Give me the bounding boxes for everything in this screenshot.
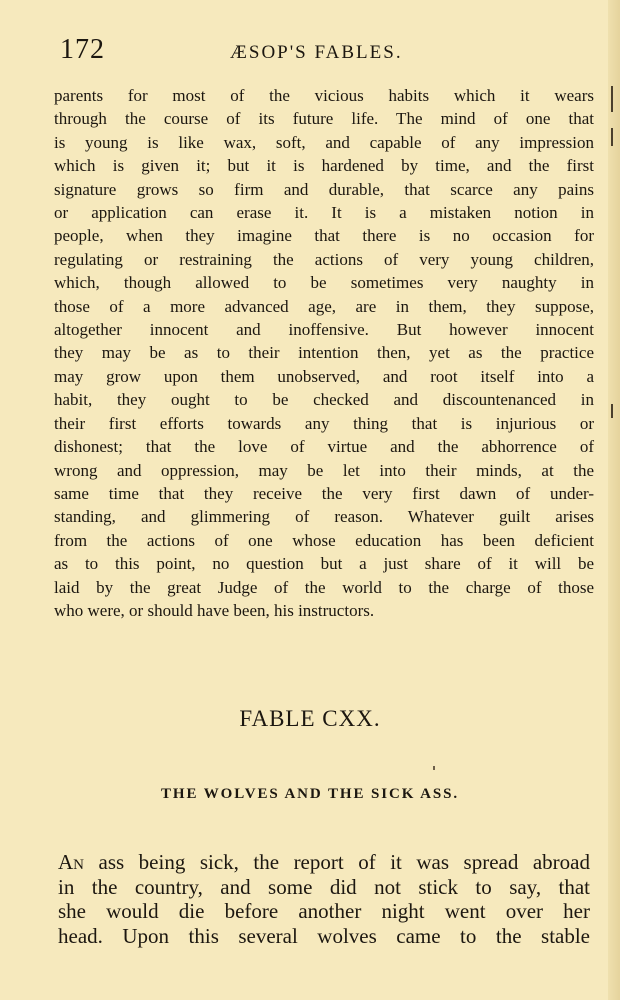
fable-line: in the country, and some did not stick to say, that (58, 874, 590, 899)
paragraph-line: may grow upon them unobserved, and root itself into a (54, 366, 594, 386)
edge-mark (611, 404, 613, 418)
fable-title: FABLE CXX. (239, 706, 381, 731)
paragraph-line: who were, or should have been, his instructors. (54, 600, 375, 620)
paragraph-line: from the actions of one whose education has been deficient (54, 530, 594, 550)
paragraph-line: wrong and oppression, may be let into their minds, at the (54, 460, 594, 480)
edge-mark (611, 128, 613, 146)
paragraph-line: regulating or restraining the actions of very young children, (54, 249, 594, 269)
paragraph-line: or application can erase it. It is a mistaken notion in (54, 203, 594, 223)
fable-text (58, 850, 590, 948)
paragraph-line: as to this point, no question but a just share of it will be (54, 554, 594, 574)
paragraph-line: their first efforts towards any thing that is injurious or (54, 413, 594, 433)
paragraph-line: parents for most of the vicious habits which it wears (54, 86, 594, 105)
paragraph-line: is young is like wax, soft, and capable of any impression (54, 132, 594, 152)
opening-word: An (58, 850, 84, 874)
ink-speck (433, 766, 435, 770)
fable-line: head. Upon this several wolves came to the stable (58, 923, 590, 948)
paragraph-line: signature grows so firm and durable, that scarce any pains (54, 179, 594, 199)
paragraph-line: through the course of its future life. The mind of one that (54, 109, 594, 129)
paragraph-line: those of a more advanced age, are in them, they suppose, (54, 296, 594, 316)
paragraph-line: people, when they imagine that there is no occasion for (54, 226, 594, 246)
paragraph-line: standing, and glimmering of reason. Whatever guilt arises (54, 507, 594, 527)
paragraph-line: same time that they receive the very first dawn of under- (54, 483, 594, 503)
paragraph-line: habit, they ought to be checked and discountenanced in (54, 390, 594, 410)
paragraph-line: they may be as to their intention then, yet as the practice (54, 343, 594, 363)
paragraph-line: which, though allowed to be sometimes very naughty in (54, 273, 594, 293)
paragraph-line: altogether innocent and inoffensive. But however innocent (54, 320, 594, 340)
fable-first-line (58, 850, 590, 875)
running-head (60, 34, 440, 70)
page-edge (608, 0, 620, 1000)
fable-line: she would die before another night went over her (58, 899, 590, 923)
paragraph-line: laid by the great Judge of the world to the charge of those (54, 577, 594, 597)
running-title: ÆSOP'S FABLES. (230, 42, 403, 63)
fable-subtitle: THE WOLVES AND THE SICK ASS. (160, 786, 460, 802)
edge-mark (611, 86, 613, 112)
paragraph-line: which is given it; but it is hardened by time, and the first (54, 156, 594, 176)
first-line-text: ass being sick, the report of it was spread abroad (84, 850, 590, 874)
moral-paragraph (54, 84, 594, 622)
page-number: 172 (60, 34, 105, 65)
paragraph-line: dishonest; that the love of virtue and the abhorrence of (54, 437, 594, 457)
